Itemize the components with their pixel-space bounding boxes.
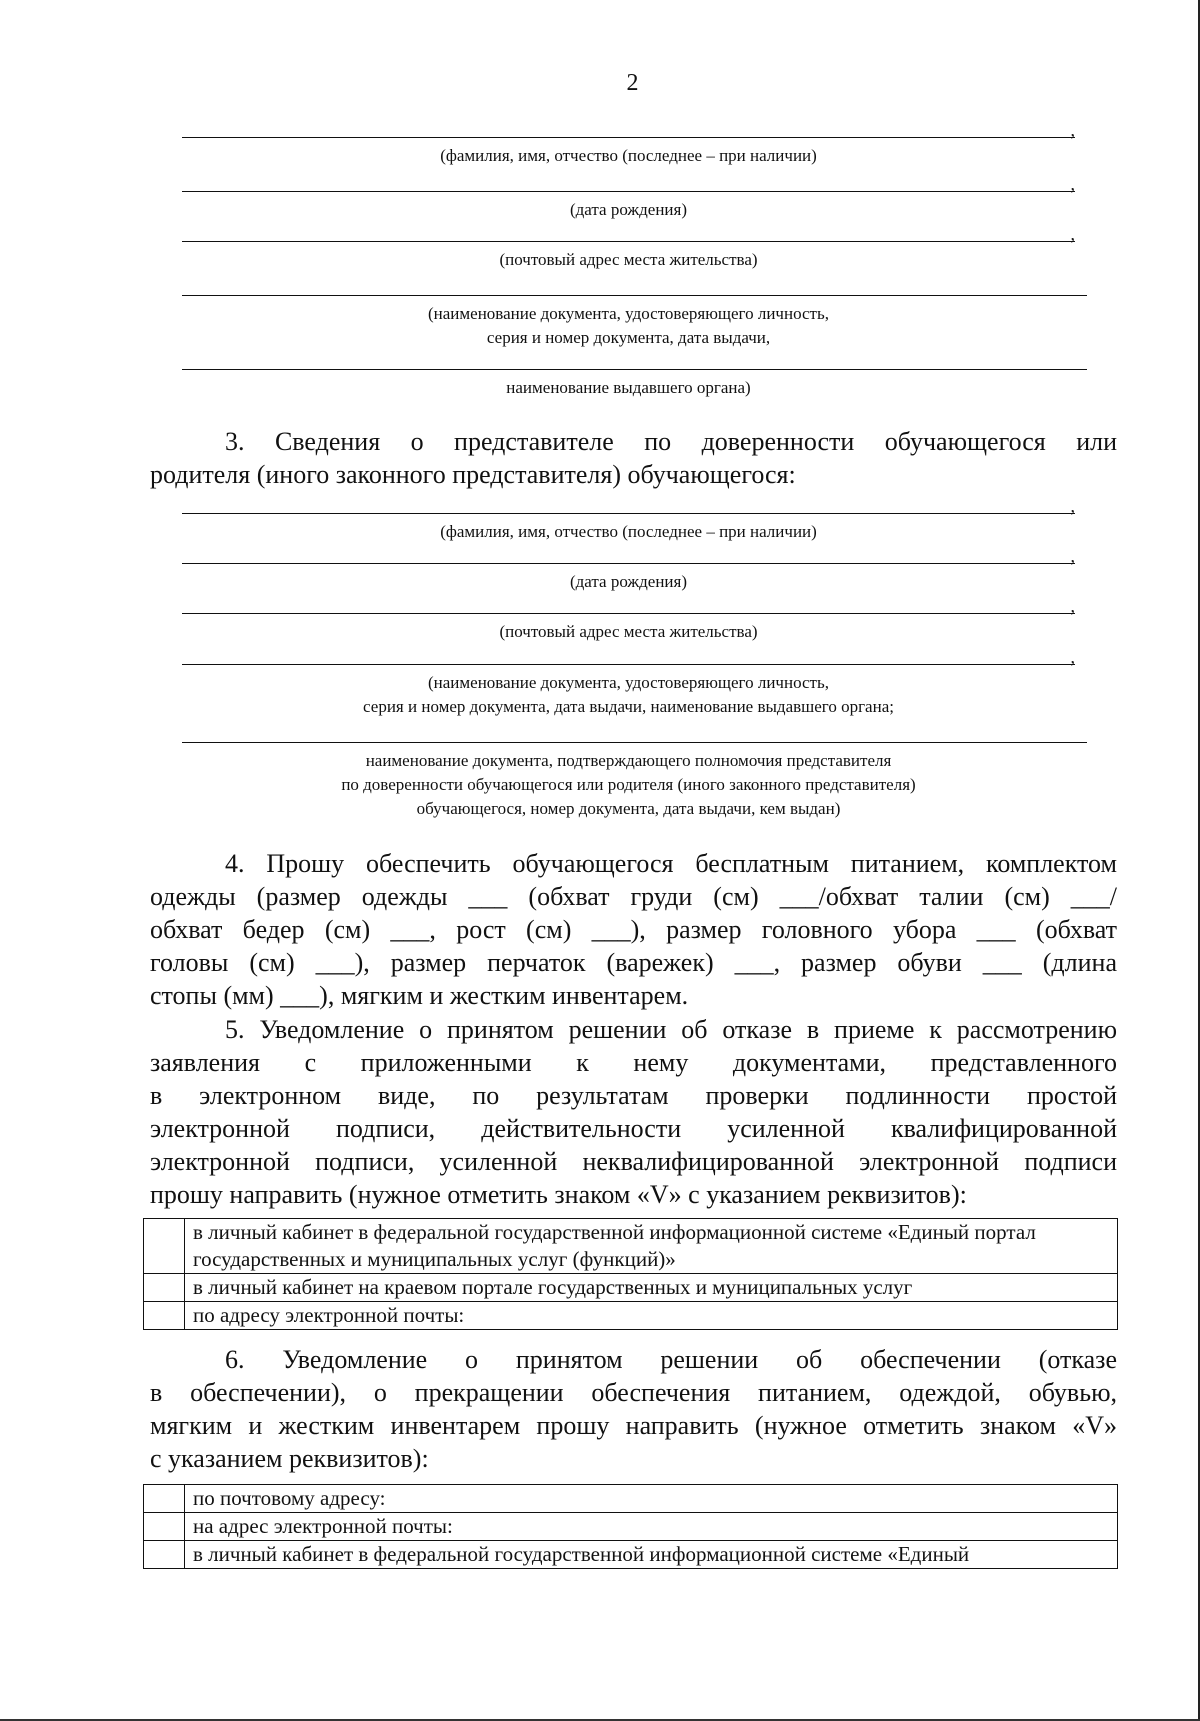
fill-line [182,742,1087,743]
page-number: 2 [626,70,639,96]
applicant-id-document-field[interactable] [182,295,1087,350]
field-caption: (наименование документа, удостоверяющего личность, серия и номер документа, дата выдачи, наименование выдавшего органа; [363,673,894,716]
fill-line: , [182,513,1075,514]
fill-line [182,295,1087,296]
representative-birthdate-field[interactable] [182,546,1087,594]
section-6-paragraph: 6. Уведомление о принятом решении об обеспечении (отказе в обеспечении), о прекращении обеспечения питанием, одеждой, обувью, мягким и жестким инвентарем прошу направить (нужное отметить знаком «V» с указанием реквизитов): [150,1345,1117,1473]
option-row [144,1302,1118,1330]
representative-address-field[interactable] [182,596,1087,644]
representative-fullname-field[interactable] [182,496,1087,544]
fill-line [182,369,1087,370]
field-caption: (фамилия, имя, отчество (последнее – при наличии) [440,146,817,165]
option-row [144,1219,1118,1274]
applicant-birthdate-field[interactable] [182,174,1087,222]
option-label: на адрес электронной почты: [185,1513,1118,1541]
field-caption: наименование выдавшего органа) [506,378,751,397]
applicant-address-field[interactable] [182,224,1087,272]
section-6-options-table [143,1484,1118,1569]
fill-line: , [182,191,1075,192]
fill-line: , [182,563,1075,564]
option-checkbox-cell[interactable] [144,1219,185,1274]
option-checkbox-cell[interactable] [144,1513,185,1541]
option-label: в личный кабинет на краевом портале государственных и муниципальных услуг [185,1274,1118,1302]
applicant-fullname-field[interactable] [182,120,1087,168]
fill-line: , [182,241,1075,242]
representative-id-document-field[interactable] [182,647,1087,719]
field-caption: (дата рождения) [569,572,688,591]
option-row [144,1274,1118,1302]
option-label: в личный кабинет в федеральной государственной информационной системе «Единый портал государственных и муниципальных услуг (функций)» [185,1219,1118,1274]
section-5-paragraph: 5. Уведомление о принятом решении об отказе в приеме к рассмотрению заявления с приложенными к нему документами, представленного в электронном виде, по результатам проверки подлинности простой электронной подписи, действительности усиленной квалифицированной электронной подписи, усиленной неквалифицированной электронной подписи прошу направить (нужное отметить знаком «V» с указанием реквизитов): [150,1015,1117,1209]
option-checkbox-cell[interactable] [144,1485,185,1513]
representative-authority-document-field[interactable] [182,742,1087,821]
option-checkbox-cell[interactable] [144,1274,185,1302]
field-caption: (наименование документа, удостоверяющего личность, серия и номер документа, дата выдачи, [428,304,829,347]
field-caption: (фамилия, имя, отчество (последнее – при наличии) [440,522,817,541]
field-caption: (дата рождения) [569,200,688,219]
option-row [144,1513,1118,1541]
applicant-issuer-field[interactable] [182,369,1087,400]
section-4-paragraph: 4. Прошу обеспечить обучающегося бесплатным питанием, комплектом одежды (размер одежды ___ (обхват груди (см) ___/обхват талии (см) ___/ обхват бедер (см) ___, рост (см) ___), размер головного убора ___ (обхват головы (см) ___), размер перчаток (варежек) ___, размер обуви ___ (длина стопы (мм) ___), мягким и жестким инвентарем. [150,849,1117,1010]
fill-line: , [182,664,1075,665]
section-3-heading: 3. Сведения о представителе по доверенности обучающегося или родителя (иного законного представителя) обучающегося: [150,427,1117,489]
fill-line: , [182,613,1075,614]
section-5-options-table [143,1218,1118,1330]
option-row [144,1541,1118,1569]
option-label: в личный кабинет в федеральной государственной информационной системе «Единый [185,1541,1118,1569]
option-checkbox-cell[interactable] [144,1541,185,1569]
fill-line: , [182,137,1075,138]
option-label: по адресу электронной почты: [185,1302,1118,1330]
option-label: по почтовому адресу: [185,1485,1118,1513]
option-row [144,1485,1118,1513]
field-caption: наименование документа, подтверждающего полномочия представителя по доверенности обучающегося или родителя (иного законного представителя) обучающегося, номер документа, дата выдачи, кем выдан) [341,751,916,818]
option-checkbox-cell[interactable] [144,1302,185,1330]
field-caption: (почтовый адрес места жительства) [499,250,758,269]
field-caption: (почтовый адрес места жительства) [499,622,758,641]
